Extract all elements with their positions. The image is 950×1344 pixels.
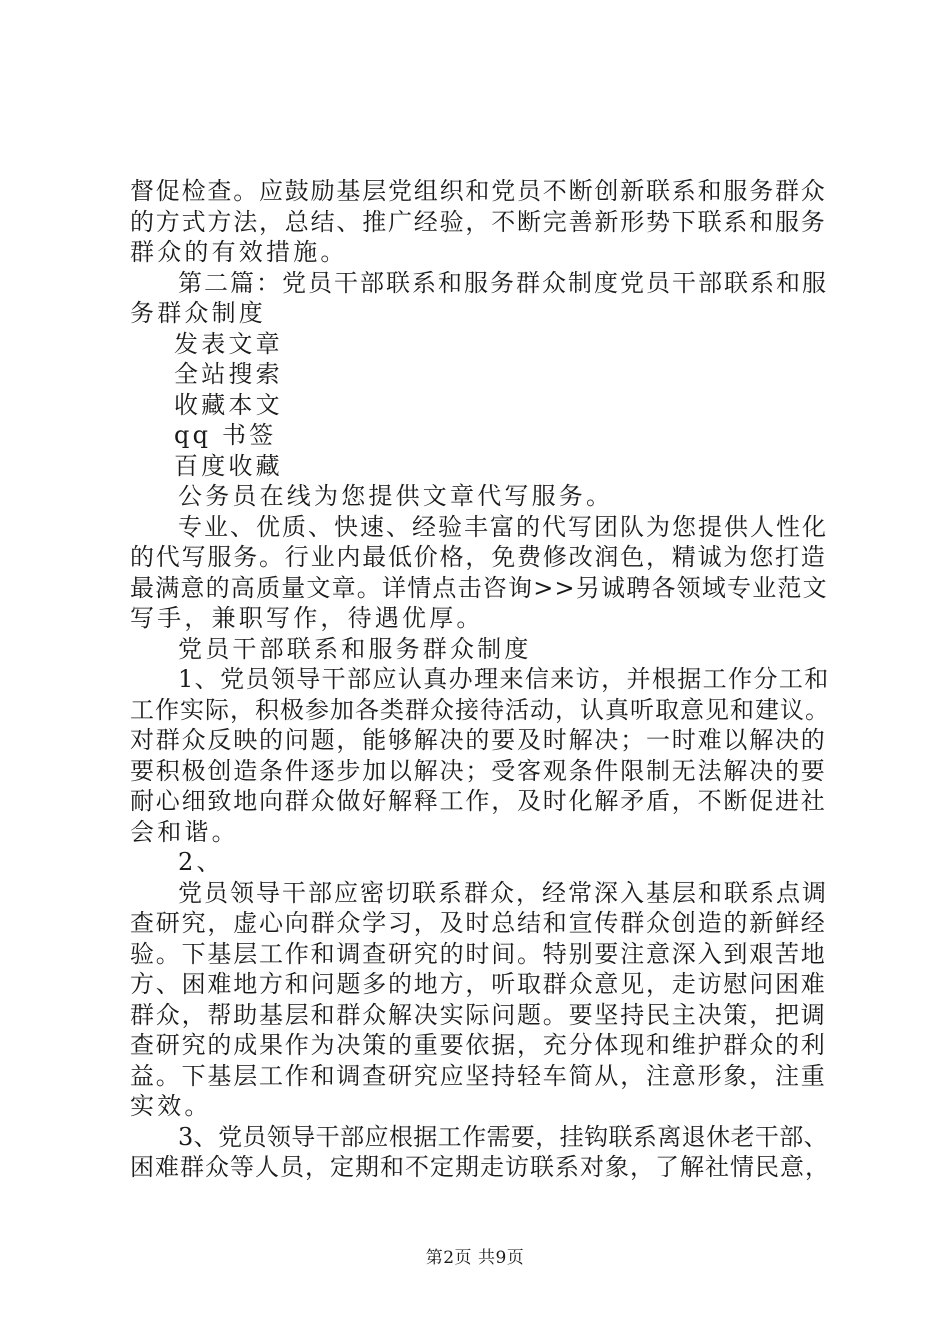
text-line: 工作实际，积极参加各类群众接待活动，认真听取意见和建议。 [130,695,830,724]
sub-title: 党员干部联系和服务群众制度 [178,634,532,663]
text-line: 群众的有效措施。 [130,238,348,266]
document-body [130,176,830,1183]
text-line: 最满意的高质量文章。详情点击咨询>>另诚聘各领域专业范文 [130,573,828,602]
text-line: 耐心细致地向群众做好解释工作，及时化解矛盾，不断促进社 [130,787,827,815]
text-line: 写手，兼职写作，待遇优厚。 [130,604,484,632]
text-line: 群众，帮助基层和群众解决实际问题。要坚持民主决策，把调 [130,1000,827,1029]
text-line: 党员领导干部应密切联系群众，经常深入基层和联系点调 [178,878,828,907]
text-line: 的代写服务。行业内最低价格，免费修改润色，精诚为您打造 [130,543,827,571]
link-qq-bookmark[interactable]: qq 书签 [174,421,277,449]
link-publish-article[interactable]: 发表文章 [174,329,283,358]
text-line: 方、困难地方和问题多的地方，听取群众意见，走访慰问困难 [130,970,827,998]
section-heading: 第二篇：党员干部联系和服务群众制度党员干部联系和服 [178,268,828,297]
text-line: 查研究的成果作为决策的重要依据，充分体现和维护群众的利 [130,1031,827,1059]
text-line: 困难群众等人员，定期和不定期走访联系对象，了解社情民意， [130,1153,830,1181]
link-site-search[interactable]: 全站搜索 [174,360,283,388]
text-line: 益。下基层工作和调查研究应坚持轻车简从，注意形象，注重 [130,1061,827,1090]
text-line: 对群众反映的问题，能够解决的要及时解决；一时难以解决的 [130,726,827,754]
text-line: 的方式方法，总结、推广经验，不断完善新形势下联系和服务 [130,207,827,236]
text-line: 公务员在线为您提供文章代写服务。 [178,482,614,510]
text-line: 1、党员领导干部应认真办理来信来访，并根据工作分工和 [178,665,830,693]
text-line: 2、 [178,848,224,876]
link-baidu-bookmark[interactable]: 百度收藏 [174,451,283,480]
text-line: 3、党员领导干部应根据工作需要，挂钩联系离退休老干部、 [178,1122,829,1151]
page-footer: 第2页 共9页 [425,1248,525,1268]
text-line: 督促检查。应鼓励基层党组织和党员不断创新联系和服务群众 [130,177,827,205]
text-line: 专业、优质、快速、经验丰富的代写团队为您提供人性化 [178,512,828,541]
text-line: 会和谐。 [130,817,239,846]
link-bookmark[interactable]: 收藏本文 [174,390,283,419]
text-line: 验。下基层工作和调查研究的时间。特别要注意深入到艰苦地 [130,939,827,968]
text-line: 要积极创造条件逐步加以解决；受客观条件限制无法解决的要 [130,756,827,785]
text-line: 实效。 [130,1092,212,1120]
section-heading-cont: 务群众制度 [130,299,266,327]
text-line: 查研究，虚心向群众学习，及时总结和宣传群众创造的新鲜经 [130,909,827,937]
